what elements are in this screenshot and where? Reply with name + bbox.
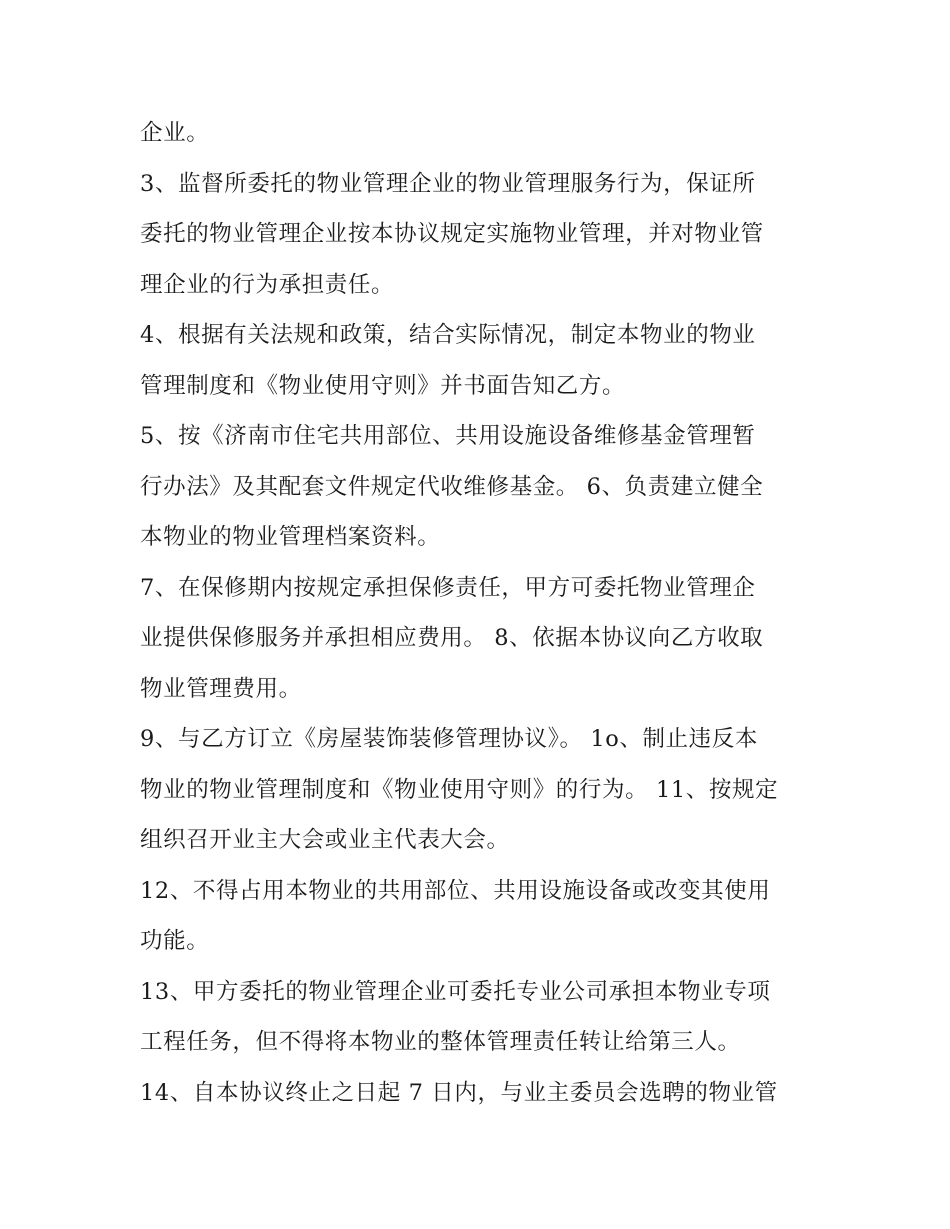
text-line: 企业。 (140, 120, 210, 146)
text-line: 7、在保修期内按规定承担保修责任，甲方可委托物业管理企 (140, 574, 756, 601)
text-line: 本物业的物业管理档案资料。 (140, 524, 441, 550)
text-line: 委托的物业管理企业按本协议规定实施物业管理，并对物业管 (140, 221, 764, 247)
document-body (140, 108, 820, 1118)
text-line: 5、按《济南市住宅共用部位、共用设施设备维修基金管理暂 (140, 423, 756, 449)
text-line: 9、与乙方订立《房屋装饰装修管理协议》。 1o、制止违反本 (140, 726, 758, 752)
text-line: 物业的物业管理制度和《物业使用守则》的行为。 11、按规定 (140, 776, 779, 803)
text-line: 12、不得占用本物业的共用部位、共用设施设备或改变其使用 (140, 877, 771, 904)
text-line: 理企业的行为承担责任。 (140, 271, 395, 298)
text-line: 业提供保修服务并承担相应费用。 8、依据本协议向乙方收取 (140, 625, 764, 651)
text-line: 物业管理费用。 (140, 675, 302, 702)
text-line: 13、甲方委托的物业管理企业可委托专业公司承担本物业专项 (140, 978, 771, 1005)
text-line: 工程任务，但不得将本物业的整体管理责任转让给第三人。 (140, 1029, 741, 1055)
text-line: 14、自本协议终止之日起 7 日内，与业主委员会选聘的物业管 (140, 1079, 778, 1106)
text-line: 功能。 (140, 928, 210, 954)
text-line: 组织召开业主大会或业主代表大会。 (140, 827, 510, 853)
text-line: 行办法》及其配套文件规定代收维修基金。 6、负责建立健全 (140, 473, 764, 500)
text-line: 管理制度和《物业使用守则》并书面告知乙方。 (140, 372, 626, 399)
text-line: 3、监督所委托的物业管理企业的物业管理服务行为，保证所 (140, 170, 756, 197)
text-line: 4、根据有关法规和政策，结合实际情况，制定本物业的物业 (140, 322, 756, 348)
